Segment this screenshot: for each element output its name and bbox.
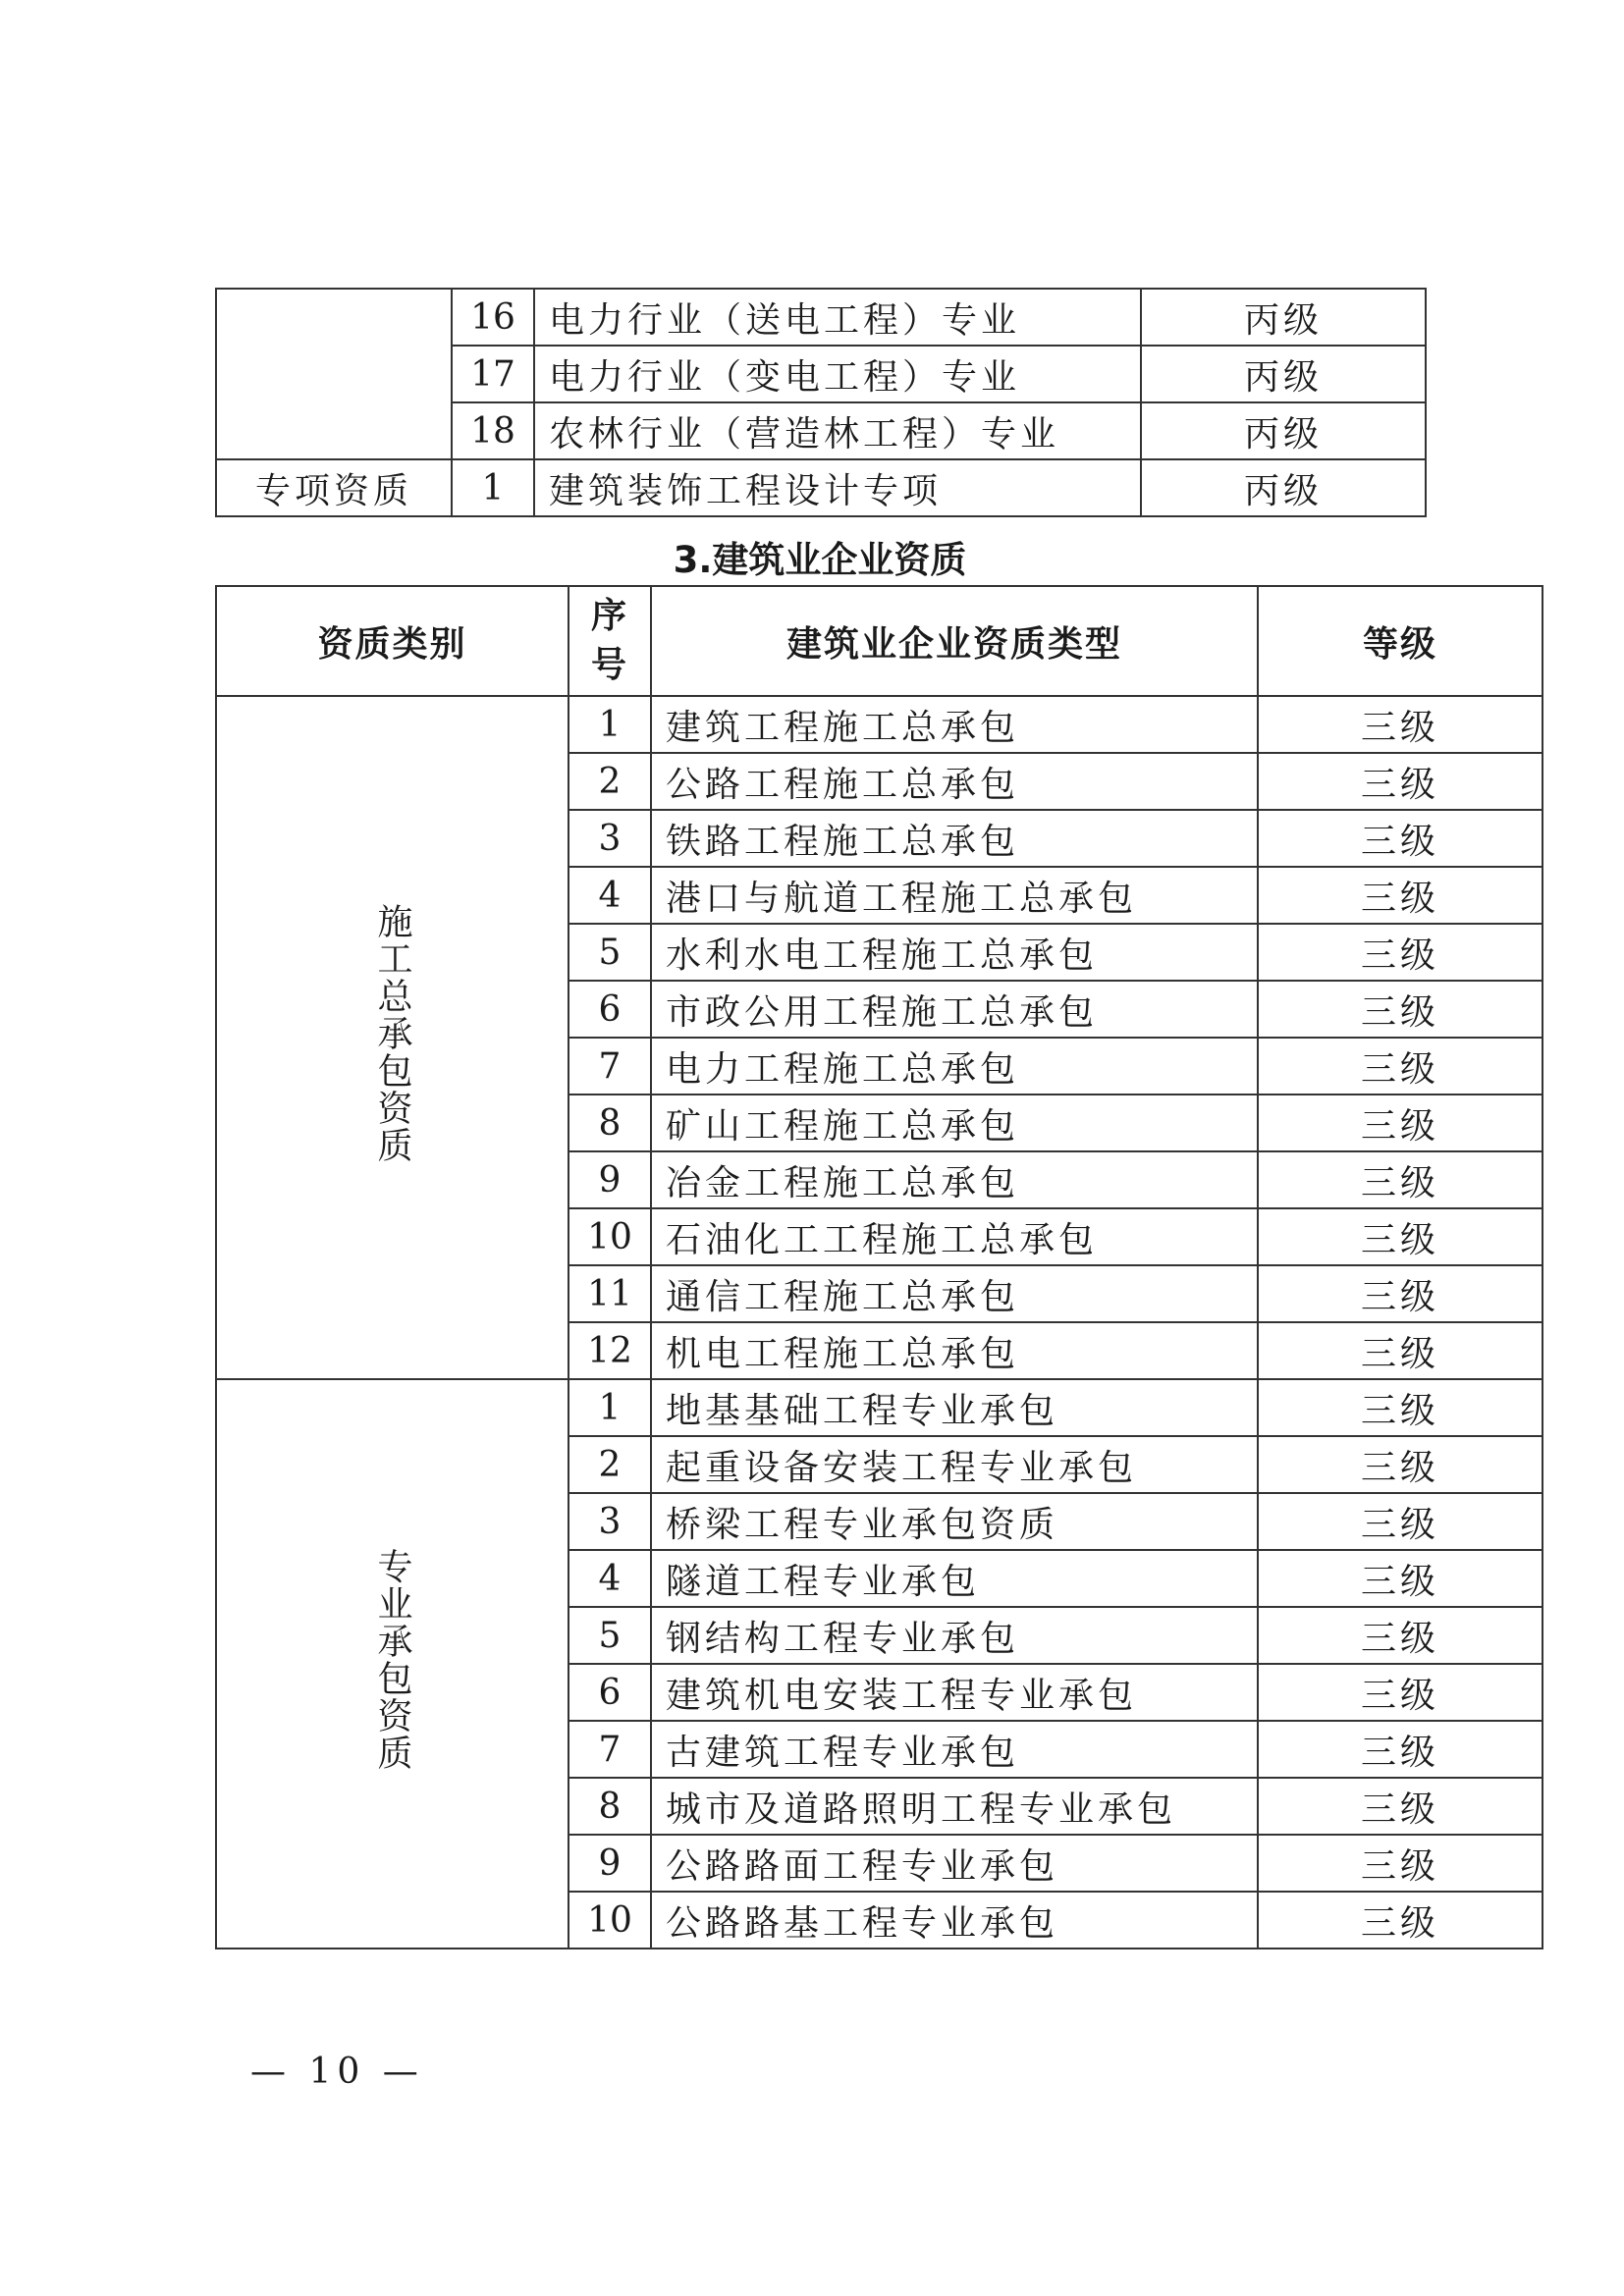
header-number-line2: 号 — [590, 645, 628, 685]
row-number: 1 — [452, 459, 534, 516]
qualification-name: 水利水电工程施工总承包 — [651, 924, 1258, 981]
row-number: 5 — [568, 924, 651, 981]
qualification-category — [216, 1379, 568, 1949]
qualification-grade: 三级 — [1258, 1379, 1543, 1436]
qualification-grade: 三级 — [1258, 696, 1543, 753]
qualification-grade: 三级 — [1258, 981, 1543, 1038]
qualification-name: 矿山工程施工总承包 — [651, 1095, 1258, 1151]
row-number: 4 — [568, 867, 651, 924]
header-type: 建筑业企业资质类型 — [651, 586, 1258, 696]
row-number: 10 — [568, 1892, 651, 1949]
qualification-name: 城市及道路照明工程专业承包 — [651, 1778, 1258, 1835]
qualification-category — [216, 696, 568, 1379]
table-row — [216, 1379, 1543, 1436]
qualification-name: 电力行业（送电工程）专业 — [534, 289, 1141, 346]
header-category: 资质类别 — [216, 586, 568, 696]
category-cell-empty — [216, 289, 452, 459]
qualification-name: 隧道工程专业承包 — [651, 1550, 1258, 1607]
row-number: 9 — [568, 1151, 651, 1208]
qualification-grade: 三级 — [1258, 1550, 1543, 1607]
qualification-grade: 三级 — [1258, 1664, 1543, 1721]
qualification-name: 市政公用工程施工总承包 — [651, 981, 1258, 1038]
qualification-grade: 丙级 — [1141, 346, 1426, 402]
qualification-grade: 三级 — [1258, 1493, 1543, 1550]
qualification-name: 电力行业（变电工程）专业 — [534, 346, 1141, 402]
qualification-name: 公路路基工程专业承包 — [651, 1892, 1258, 1949]
qualification-name: 地基基础工程专业承包 — [651, 1379, 1258, 1436]
page-number: — 10 — — [250, 2052, 424, 2092]
qualification-name: 机电工程施工总承包 — [651, 1322, 1258, 1379]
qualification-name: 农林行业（营造林工程）专业 — [534, 402, 1141, 459]
qualification-grade: 三级 — [1258, 1151, 1543, 1208]
qualification-grade: 丙级 — [1141, 402, 1426, 459]
qualification-grade: 三级 — [1258, 1607, 1543, 1664]
qualification-grade: 丙级 — [1141, 459, 1426, 516]
row-number: 12 — [568, 1322, 651, 1379]
section-title: 3.建筑业企业资质 — [673, 539, 967, 581]
qualification-grade: 三级 — [1258, 1208, 1543, 1265]
table-row — [216, 696, 1543, 753]
row-number: 3 — [568, 810, 651, 867]
qualification-grade: 三级 — [1258, 867, 1543, 924]
qualification-name: 铁路工程施工总承包 — [651, 810, 1258, 867]
qualification-name: 电力工程施工总承包 — [651, 1038, 1258, 1095]
qualification-grade: 三级 — [1258, 1721, 1543, 1778]
row-number: 9 — [568, 1835, 651, 1892]
qualification-name: 通信工程施工总承包 — [651, 1265, 1258, 1322]
category-label: 施工总承包资质 — [372, 902, 412, 1164]
qualification-grade: 三级 — [1258, 1265, 1543, 1322]
table-row — [216, 459, 1426, 516]
row-number: 8 — [568, 1778, 651, 1835]
qualification-name: 古建筑工程专业承包 — [651, 1721, 1258, 1778]
qualification-grade: 三级 — [1258, 1778, 1543, 1835]
qualification-name: 起重设备安装工程专业承包 — [651, 1436, 1258, 1493]
row-number: 5 — [568, 1607, 651, 1664]
qualification-category: 专项资质 — [216, 459, 452, 516]
row-number: 10 — [568, 1208, 651, 1265]
qualification-grade: 三级 — [1258, 924, 1543, 981]
row-number: 4 — [568, 1550, 651, 1607]
category-label: 专业承包资质 — [372, 1547, 412, 1772]
qualification-grade: 三级 — [1258, 1892, 1543, 1949]
qualification-name: 建筑工程施工总承包 — [651, 696, 1258, 753]
row-number: 2 — [568, 1436, 651, 1493]
row-number: 17 — [452, 346, 534, 402]
qualification-grade: 三级 — [1258, 1095, 1543, 1151]
row-number: 7 — [568, 1721, 651, 1778]
qualification-name: 港口与航道工程施工总承包 — [651, 867, 1258, 924]
qualification-grade: 三级 — [1258, 1436, 1543, 1493]
row-number: 6 — [568, 981, 651, 1038]
qualification-name: 建筑装饰工程设计专项 — [534, 459, 1141, 516]
header-number — [568, 586, 651, 696]
construction-enterprise-qualification-table — [215, 585, 1543, 1949]
qualification-grade: 三级 — [1258, 1835, 1543, 1892]
qualification-name: 桥梁工程专业承包资质 — [651, 1493, 1258, 1550]
qualification-name: 公路工程施工总承包 — [651, 753, 1258, 810]
qualification-name: 公路路面工程专业承包 — [651, 1835, 1258, 1892]
header-grade: 等级 — [1258, 586, 1543, 696]
table-header-row — [216, 586, 1543, 696]
row-number: 3 — [568, 1493, 651, 1550]
row-number: 1 — [568, 696, 651, 753]
row-number: 1 — [568, 1379, 651, 1436]
qualification-name: 建筑机电安装工程专业承包 — [651, 1664, 1258, 1721]
row-number: 7 — [568, 1038, 651, 1095]
qualification-name: 钢结构工程专业承包 — [651, 1607, 1258, 1664]
row-number: 11 — [568, 1265, 651, 1322]
qualification-grade: 三级 — [1258, 753, 1543, 810]
qualification-grade: 三级 — [1258, 810, 1543, 867]
qualification-name: 石油化工工程施工总承包 — [651, 1208, 1258, 1265]
continued-qualification-table — [215, 288, 1427, 517]
row-number: 8 — [568, 1095, 651, 1151]
qualification-grade: 三级 — [1258, 1322, 1543, 1379]
row-number: 18 — [452, 402, 534, 459]
header-number-line1: 序 — [590, 596, 628, 636]
qualification-name: 冶金工程施工总承包 — [651, 1151, 1258, 1208]
row-number: 6 — [568, 1664, 651, 1721]
table-row — [216, 289, 1426, 346]
qualification-grade: 三级 — [1258, 1038, 1543, 1095]
qualification-grade: 丙级 — [1141, 289, 1426, 346]
row-number: 16 — [452, 289, 534, 346]
row-number: 2 — [568, 753, 651, 810]
